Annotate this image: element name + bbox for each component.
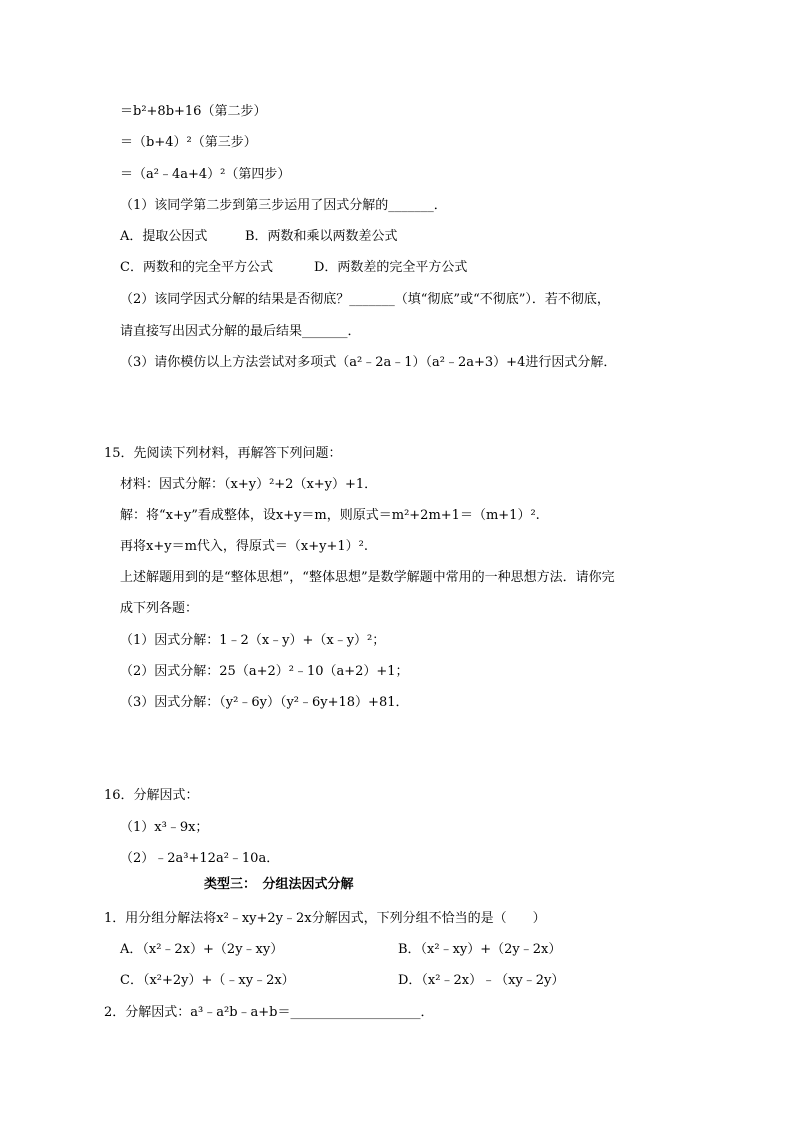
problem-15-question-2: （2）因式分解：25（a+2）²﹣10（a+2）+1； [120, 664, 409, 679]
problem-15-question-1: （1）因式分解：1﹣2（x﹣y）+（x﹣y）²； [120, 633, 386, 648]
prev-question-2-line1: （2）该同学因式分解的结果是否彻底？_______（填“彻底”或“不彻底”）．若不彻底， [120, 292, 610, 307]
prev-question-1: （1）该同学第二步到第三步运用了因式分解的_______． [120, 198, 447, 213]
problem-15-solution-2: 再将x+y＝m代入，得原式＝（x+y+1）². [120, 539, 368, 554]
problem-16-question-1: （1）x³﹣9x； [120, 820, 209, 835]
step-three: ＝（b+4）²（第三步） [120, 135, 257, 150]
problem-15-question-3: （3）因式分解：（y²﹣6y）（y²﹣6y+18）+81． [120, 695, 409, 710]
group-question-2: 2．分解因式：a³﹣a²b﹣a+b＝____________________． [104, 1005, 434, 1020]
prev-option-d: D．两数差的完全平方公式 [314, 260, 468, 275]
step-two: ＝b²+8b+16（第二步） [120, 104, 267, 119]
problem-15-solution-1: 解：将“x+y”看成整体，设x+y＝m，则原式＝m²+2m+1＝（m+1）². [120, 508, 540, 523]
prev-question-3: （3）请你模仿以上方法尝试对多项式（a²﹣2a﹣1）（a²﹣2a+3）+4进行因式分解． [120, 355, 617, 370]
problem-15-material: 材料：因式分解：（x+y）²+2（x+y）+1． [120, 477, 378, 492]
group-option-d: D．（x²﹣2x）﹣（xy﹣2y） [398, 973, 565, 988]
problem-15-note-1: 上述解题用到的是“整体思想”，“整体思想”是数学解题中常用的一种思想方法．请你完 [120, 570, 615, 585]
group-option-c: C．（x²+2y）+（﹣xy﹣2x） [120, 973, 295, 988]
prev-question-2-line2: 请直接写出因式分解的最后结果_______． [120, 324, 361, 339]
prev-option-a: A．提取公因式 [120, 229, 208, 244]
section-title: 类型三： 分组法因式分解 [204, 877, 354, 892]
group-question-1: 1．用分组分解法将x²﹣xy+2y﹣2x分解因式，下列分组不恰当的是（ ） [104, 911, 546, 926]
prev-option-b: B．两数和乘以两数差公式 [245, 229, 398, 244]
group-option-a: A．（x²﹣2x）+（2y﹣xy） [120, 942, 284, 957]
prev-option-c: C．两数和的完全平方公式 [120, 260, 273, 275]
problem-16-heading: 16．分解因式： [104, 788, 199, 803]
problem-15-note-2: 成下列各题： [120, 601, 199, 616]
problem-16-question-2: （2）﹣2a³+12a²﹣10a． [120, 851, 280, 866]
step-four: ＝（a²﹣4a+4）²（第四步） [120, 167, 291, 182]
problem-15-heading: 15．先阅读下列材料，再解答下列问题： [104, 446, 342, 461]
group-option-b: B．（x²﹣xy）+（2y﹣2x） [398, 942, 562, 957]
